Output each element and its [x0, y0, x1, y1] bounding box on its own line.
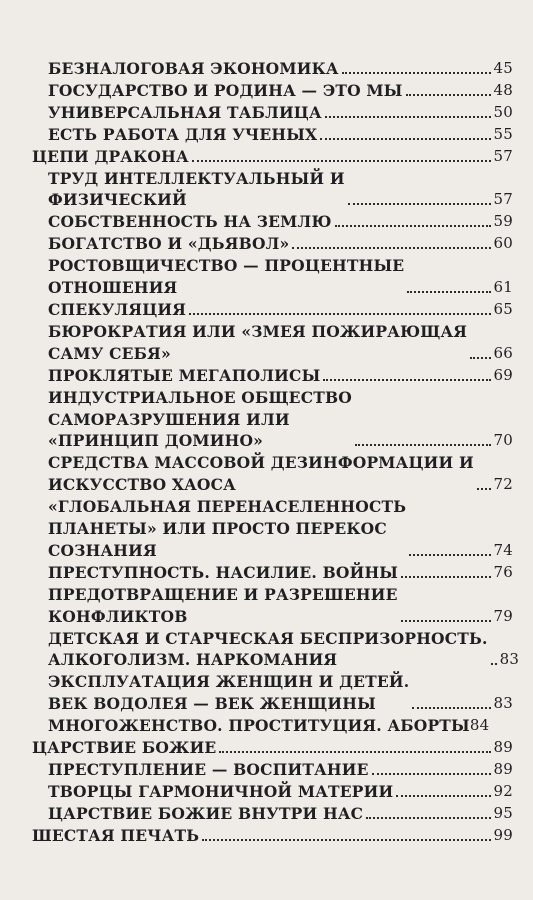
toc-page-number: 70 [493, 431, 513, 450]
toc-entry-title-line: ГОСУДАРСТВО И РОДИНА — ЭТО МЫ [48, 80, 403, 100]
toc-page-number: 45 [493, 59, 513, 77]
toc-entry-title-line: ЕСТЬ РАБОТА ДЛЯ УЧЕНЫХ [48, 124, 318, 144]
toc-page-number: 99 [493, 825, 513, 844]
toc-section-entry [48, 211, 513, 233]
toc-page-number: 66 [493, 343, 513, 362]
toc-section-entry [48, 233, 513, 255]
toc-page-number: 76 [493, 562, 513, 581]
toc-entry-title-line: СРЕДСТВА МАССОВОЙ ДЕЗИНФОРМАЦИИ И [48, 453, 474, 473]
toc-entry-title [48, 584, 398, 628]
toc-entry-title [48, 628, 488, 672]
toc-section-entry [48, 781, 513, 803]
dot-leader [372, 773, 491, 775]
toc-entry-title [48, 299, 186, 321]
toc-entry-title-line: ИСКУССТВО ХАОСА [48, 475, 236, 495]
dot-leader [202, 839, 490, 841]
toc-entry-title [48, 124, 317, 146]
toc-section-entry [48, 102, 513, 124]
dot-leader [470, 357, 490, 359]
toc-page-number: 50 [493, 102, 513, 121]
toc-entry-title [48, 715, 470, 737]
toc-entry-title [48, 365, 320, 387]
toc-section-entry [48, 671, 513, 715]
toc-entry-title [48, 168, 345, 212]
dot-leader [406, 94, 491, 96]
toc-entry-title-line: БОГАТСТВО И «ДЬЯВОЛ» [48, 234, 290, 254]
toc-entry-title-line: УНИВЕРСАЛЬНАЯ ТАБЛИЦА [48, 102, 322, 122]
toc-entry-title-line: РОСТОВЩИЧЕСТВО — ПРОЦЕНТНЫЕ [48, 256, 405, 276]
toc-page-number: 61 [493, 278, 513, 297]
dot-leader [342, 72, 491, 74]
toc-entry-title-line: ФИЗИЧЕСКИЙ [48, 190, 187, 210]
toc-entry-title-line: ШЕСТАЯ ПЕЧАТЬ [32, 825, 200, 845]
toc-entry-title [48, 387, 352, 453]
toc-entry-title [48, 562, 398, 584]
toc-entry-title-line: СОБСТВЕННОСТЬ НА ЗЕМЛЮ [48, 212, 332, 232]
toc-section-entry [48, 365, 513, 387]
toc-entry-title [48, 321, 467, 365]
toc-section-entry [48, 803, 513, 825]
toc-section-entry [48, 168, 513, 212]
toc-entry-title-line: САМОРАЗРУШЕНИЯ ИЛИ [48, 409, 290, 429]
toc-entry-title-line: ЦЕПИ ДРАКОНА [32, 146, 189, 166]
toc-section-entry [48, 124, 513, 146]
toc-page-number: 92 [493, 781, 513, 800]
toc-entry-title-line: ЦАРСТВИЕ БОЖИЕ [32, 738, 217, 758]
toc-entry-title [48, 671, 409, 715]
toc-entry-title-line: ПРЕСТУПЛЕНИЕ — ВОСПИТАНИЕ [48, 760, 369, 779]
toc-section-entry [48, 562, 513, 584]
toc-entry-title [32, 146, 189, 168]
toc-entry-title-line: ТРУД ИНТЕЛЛЕКТУАЛЬНЫЙ И [48, 168, 345, 188]
toc-chapter-entry [32, 825, 513, 847]
toc-entry-title-line: ИНДУСТРИАЛЬНОЕ ОБЩЕСТВО [48, 387, 352, 407]
toc-page-number: 74 [493, 540, 513, 559]
toc-section-entry [48, 299, 513, 321]
toc-section-entry [48, 759, 513, 781]
dot-leader [292, 247, 490, 249]
toc-entry-title [48, 58, 339, 80]
toc-section-entry [48, 58, 513, 80]
toc-entry-title-line: КОНФЛИКТОВ [48, 606, 188, 626]
dot-leader [412, 707, 490, 709]
toc-section-entry [48, 387, 513, 453]
toc-page-number: 57 [493, 190, 513, 209]
toc-section-entry [48, 496, 513, 562]
toc-page-number: 89 [493, 738, 513, 757]
toc-entry-title [48, 211, 332, 233]
dot-leader [323, 379, 490, 381]
dot-leader [491, 663, 497, 665]
toc-page-number: 83 [499, 650, 520, 669]
toc-section-entry [48, 321, 513, 365]
toc-page-number: 95 [493, 803, 513, 822]
toc-chapter-entry [32, 146, 513, 168]
toc-entry-title [48, 496, 406, 562]
toc-entry-title-line: ЦАРСТВИЕ БОЖИЕ ВНУТРИ НАС [48, 803, 364, 823]
dot-leader [407, 291, 490, 293]
toc-section-entry [48, 80, 513, 102]
toc-entry-title-line: ПРЕДОТВРАЩЕНИЕ И РАЗРЕШЕНИЕ [48, 584, 398, 604]
toc-entry-title-line: «ГЛОБАЛЬНАЯ ПЕРЕНАСЕЛЕННОСТЬ [48, 497, 407, 517]
dot-leader [477, 488, 491, 490]
toc-page-number: 89 [493, 760, 513, 778]
dot-leader [409, 554, 490, 556]
toc-entry-title-line: БЮРОКРАТИЯ ИЛИ «ЗМЕЯ ПОЖИРАЮЩАЯ [48, 321, 468, 341]
dot-leader [366, 817, 490, 819]
toc-entry-title [32, 825, 199, 847]
toc-section-entry [48, 628, 520, 672]
dot-leader [396, 795, 490, 797]
toc-section-entry [48, 715, 513, 737]
toc-section-entry [48, 452, 513, 496]
toc-page-number: 57 [493, 146, 513, 165]
toc-page-number: 72 [493, 475, 513, 494]
toc-entry-title-line: ТВОРЦЫ ГАРМОНИЧНОЙ МАТЕРИИ [48, 781, 394, 801]
toc-section-entry [48, 255, 513, 299]
toc-entry-title [48, 255, 404, 299]
toc-entry-title [48, 452, 474, 496]
dot-leader [320, 138, 490, 140]
toc-entry-title-line: ПРОКЛЯТЫЕ МЕГАПОЛИСЫ [48, 365, 321, 385]
dot-leader [192, 160, 491, 162]
dot-leader [189, 313, 490, 315]
toc-entry-title-line: СПЕКУЛЯЦИЯ [48, 299, 187, 319]
toc-section-entry [48, 584, 513, 628]
dot-leader [348, 203, 491, 205]
toc-entry-title [48, 759, 369, 781]
toc-entry-title-line: ПРЕСТУПНОСТЬ. НАСИЛИЕ. ВОЙНЫ [48, 562, 399, 582]
toc-entry-title [48, 781, 393, 803]
toc-page-number: 60 [493, 234, 513, 253]
toc-entry-title-line: САМУ СЕБЯ» [48, 343, 171, 363]
toc-entry-title [48, 233, 289, 255]
dot-leader [401, 620, 491, 622]
toc-chapter-entry [32, 737, 513, 759]
toc-entry-title-line: СОЗНАНИЯ [48, 540, 157, 560]
toc-entry-title [48, 102, 322, 124]
toc-entry-title-line: ПЛАНЕТЫ» ИЛИ ПРОСТО ПЕРЕКОС [48, 519, 387, 539]
toc-entry-title-line: ОТНОШЕНИЯ [48, 278, 178, 298]
toc-page-number: 84 [469, 716, 490, 735]
toc-page-number: 79 [493, 606, 513, 625]
toc-entry-title-line: «ПРИНЦИП ДОМИНО» [48, 431, 264, 451]
toc-entry-title-line: МНОГОЖЕНСТВО. ПРОСТИТУЦИЯ. АБОРТЫ [48, 716, 470, 736]
toc-entry-title [48, 803, 363, 825]
toc-page-number: 69 [493, 365, 513, 384]
toc-entry-title [48, 80, 403, 102]
toc-entry-title [32, 737, 216, 759]
toc-entry-title-line: БЕЗНАЛОГОВАЯ ЭКОНОМИКА [48, 59, 339, 78]
toc-entry-title-line: ЭКСПЛУАТАЦИЯ ЖЕНЩИН И ДЕТЕЙ. [48, 672, 410, 692]
toc-entry-title-line: ВЕК ВОДОЛЕЯ — ВЕК ЖЕНЩИНЫ [48, 694, 376, 714]
toc-entry-title-line: АЛКОГОЛИЗМ. НАРКОМАНИЯ [48, 650, 338, 670]
toc-page-number: 65 [493, 299, 513, 318]
toc-page-number: 48 [493, 80, 513, 99]
toc-entry-title-line: ДЕТСКАЯ И СТАРЧЕСКАЯ БЕСПРИЗОРНОСТЬ. [48, 628, 488, 648]
toc-page-number: 55 [493, 124, 513, 143]
dot-leader [355, 444, 491, 446]
toc-page-number: 83 [493, 694, 513, 713]
toc-page-number: 59 [493, 212, 513, 231]
dot-leader [325, 116, 491, 118]
dot-leader [401, 576, 490, 578]
table-of-contents [32, 58, 520, 847]
dot-leader [219, 751, 490, 753]
dot-leader [335, 225, 491, 227]
